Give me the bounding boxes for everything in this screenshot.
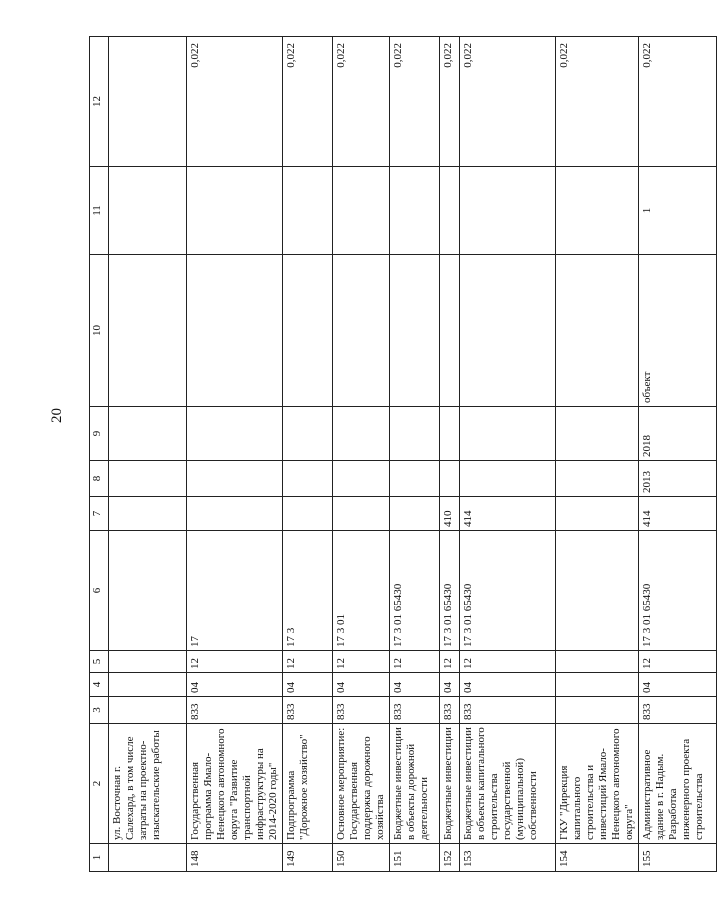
table-cell-col-11 [460,167,556,255]
table-cell-col-10 [460,255,556,407]
column-header-3: 3 [90,697,109,724]
table-cell-col-10 [109,255,187,407]
table-cell-col-2: ул. Восточная г. Салехард, в том числе затраты на проектно-изыскательские работы [109,724,187,844]
table-cell-col-8 [390,461,440,497]
table-cell-col-8: 2013 [639,461,717,497]
table-cell-col-1: 154 [556,844,639,872]
table-cell-col-8 [440,461,460,497]
table-cell-col-8 [556,461,639,497]
table-cell-col-3: 833 [639,697,717,724]
table-cell-col-1 [109,844,187,872]
table-cell-col-8 [187,461,283,497]
budget-table [89,36,717,872]
table-cell-col-6: 17 3 01 65430 [639,531,717,651]
table-cell-col-5: 12 [187,651,283,673]
table-cell-col-4 [556,673,639,697]
table-cell-col-3 [109,697,187,724]
table-cell-col-7 [390,497,440,531]
table-cell-col-3 [556,697,639,724]
table-cell-col-4 [109,673,187,697]
table-cell-col-1: 153 [460,844,556,872]
table-cell-col-9: 2018 [639,407,717,461]
table-cell-col-11: 1 [639,167,717,255]
table-cell-col-12 [109,37,187,167]
table-cell-col-9 [460,407,556,461]
column-header-8: 8 [90,461,109,497]
table-cell-col-6 [556,531,639,651]
table-cell-col-9 [283,407,333,461]
table-cell-col-2: ГКУ "Дирекция капитального строительства и инвестиций Ямало-Ненецкого автономного округа" [556,724,639,844]
table-cell-col-9 [556,407,639,461]
table-cell-col-7 [283,497,333,531]
table-cell-col-12: 0,022 [187,37,283,167]
table-cell-col-1: 152 [440,844,460,872]
table-cell-col-7: 414 [639,497,717,531]
table-cell-col-4: 04 [390,673,440,697]
table-cell-col-11 [440,167,460,255]
table-cell-col-2: Бюджетные инвестиции [440,724,460,844]
column-header-7: 7 [90,497,109,531]
column-header-6: 6 [90,531,109,651]
table-cell-col-5 [109,651,187,673]
table-cell-col-6: 17 3 01 65430 [390,531,440,651]
table-cell-col-4: 04 [639,673,717,697]
table-cell-col-6: 17 3 01 65430 [440,531,460,651]
table-cell-col-3: 833 [283,697,333,724]
table-cell-col-12: 0,022 [333,37,390,167]
table-row [283,37,333,872]
table-cell-col-1: 148 [187,844,283,872]
table-cell-col-4: 04 [283,673,333,697]
table-cell-col-11 [283,167,333,255]
table-cell-col-8 [460,461,556,497]
table-cell-col-3: 833 [460,697,556,724]
table-cell-col-2: Государственная программа Ямало-Ненецкого автономного округа "Развитие транспортной инфраструктуры на 2014-2020 годы" [187,724,283,844]
table-cell-col-12: 0,022 [460,37,556,167]
table-cell-col-3: 833 [333,697,390,724]
column-header-1: 1 [90,844,109,872]
table-row [440,37,460,872]
table-cell-col-2: Подпрограмма "Дорожное хозяйство" [283,724,333,844]
table-cell-col-7: 410 [440,497,460,531]
table-cell-col-12: 0,022 [440,37,460,167]
column-header-5: 5 [90,651,109,673]
table-cell-col-7: 414 [460,497,556,531]
column-header-10: 10 [90,255,109,407]
table-cell-col-1: 151 [390,844,440,872]
table-cell-col-7 [333,497,390,531]
table-cell-col-4: 04 [460,673,556,697]
table-cell-col-5: 12 [440,651,460,673]
table-cell-col-3: 833 [390,697,440,724]
table-cell-col-6: 17 [187,531,283,651]
table-cell-col-6: 17 3 01 65430 [460,531,556,651]
table-body [90,37,717,872]
column-header-2: 2 [90,724,109,844]
table-cell-col-6 [109,531,187,651]
table-cell-col-5: 12 [390,651,440,673]
table-cell-col-8 [283,461,333,497]
table-cell-col-6: 17 3 [283,531,333,651]
table-cell-col-3: 833 [440,697,460,724]
table-cell-col-11 [390,167,440,255]
table-cell-col-12: 0,022 [639,37,717,167]
table-cell-col-4: 04 [187,673,283,697]
table-cell-col-4: 04 [440,673,460,697]
table-cell-col-8 [109,461,187,497]
table-cell-col-7 [556,497,639,531]
table-row [333,37,390,872]
table-cell-col-5 [556,651,639,673]
table-cell-col-11 [109,167,187,255]
table-cell-col-12: 0,022 [556,37,639,167]
table-cell-col-10: объект [639,255,717,407]
page-number: 20 [49,408,65,423]
table-cell-col-10 [556,255,639,407]
table-row [460,37,556,872]
table-cell-col-10 [390,255,440,407]
column-header-12: 12 [90,37,109,167]
table-cell-col-9 [333,407,390,461]
table-cell-col-1: 149 [283,844,333,872]
table-cell-col-10 [333,255,390,407]
table-cell-col-9 [109,407,187,461]
table-cell-col-6: 17 3 01 [333,531,390,651]
table-row [556,37,639,872]
table-row [639,37,717,872]
table-cell-col-9 [390,407,440,461]
table-cell-col-11 [333,167,390,255]
table-cell-col-2: Основное мероприятие: Государственная поддержка дорожного хозяйства [333,724,390,844]
table-cell-col-5: 12 [333,651,390,673]
budget-table-container [89,37,705,872]
table-cell-col-12: 0,022 [283,37,333,167]
table-cell-col-2: Бюджетные инвестиции в объекты дорожной деятельности [390,724,440,844]
table-row [390,37,440,872]
header-row [90,37,109,872]
table-cell-col-5: 12 [460,651,556,673]
table-cell-col-7 [187,497,283,531]
table-cell-col-7 [109,497,187,531]
table-cell-col-8 [333,461,390,497]
table-row [109,37,187,872]
table-cell-col-10 [440,255,460,407]
table-cell-col-12: 0,022 [390,37,440,167]
table-cell-col-1: 150 [333,844,390,872]
table-row [187,37,283,872]
table-cell-col-10 [187,255,283,407]
table-cell-col-11 [556,167,639,255]
table-cell-col-5: 12 [639,651,717,673]
table-cell-col-5: 12 [283,651,333,673]
table-cell-col-2: Административное здание в г. Надым. Разработка инженерного проекта строительства [639,724,717,844]
table-cell-col-10 [283,255,333,407]
table-cell-col-9 [440,407,460,461]
table-cell-col-3: 833 [187,697,283,724]
table-cell-col-4: 04 [333,673,390,697]
table-cell-col-9 [187,407,283,461]
table-cell-col-11 [187,167,283,255]
column-header-11: 11 [90,167,109,255]
table-cell-col-1: 155 [639,844,717,872]
column-header-4: 4 [90,673,109,697]
column-header-9: 9 [90,407,109,461]
table-cell-col-2: Бюджетные инвестиции в объекты капитального строительства государственной (муниципальной) собственности [460,724,556,844]
